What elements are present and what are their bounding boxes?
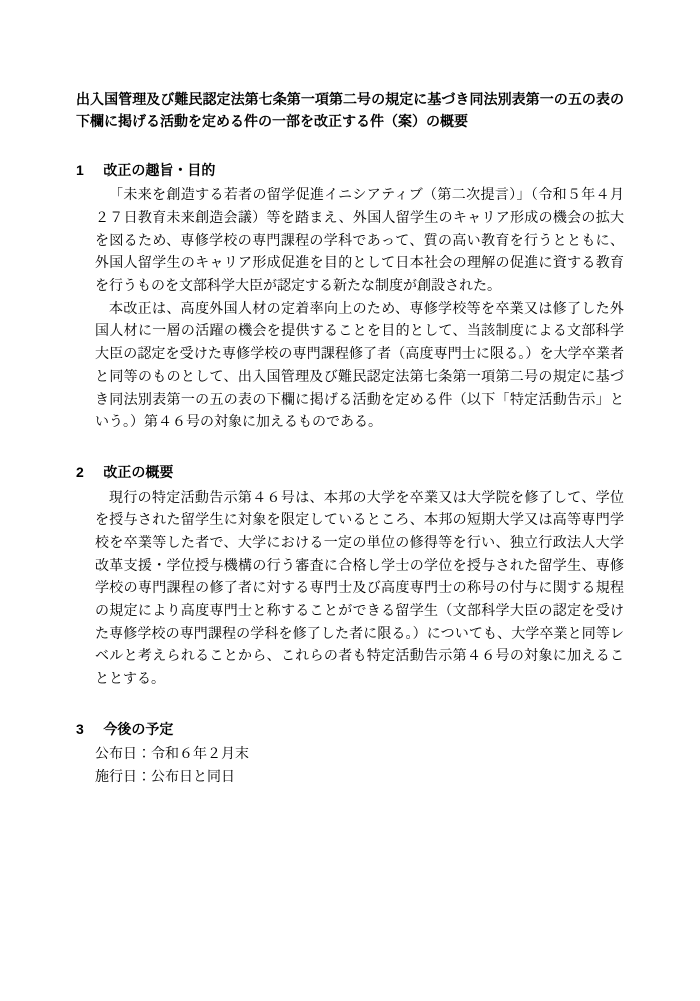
section-number: 2 <box>76 463 84 480</box>
schedule-enforcement-date: 施行日：公布日と同日 <box>95 769 235 785</box>
section-purpose <box>76 159 624 435</box>
section-body <box>95 185 624 434</box>
section-heading <box>76 159 624 182</box>
section-schedule <box>76 718 624 790</box>
section-number: 3 <box>76 720 84 737</box>
document-title: 出入国管理及び難民認定法第七条第一項第二号の規定に基づき同法別表第一の五の表の下欄に掲げる活動を定める件の一部を改正する件（案）の概要 <box>76 91 624 130</box>
paragraph: 現行の特定活動告示第４６号は、本邦の大学を卒業又は大学院を修了して、学位を授与された留学生に対象を限定しているところ、本邦の短期大学又は高等専門学校を卒業等した者で、大学における一定の単位の修得等を行い、独立行政法人大学改革支援・学位授与機構の行う審査に合格し学士の学位を授与された留学生、専修学校の専門課程の修了者に対する専門士及び高度専門士の称号の付与に関する規程の規定により高度専門士と称することができる留学生（文部科学大臣の認定を受けた専修学校の専門課程の学科を修了した者に限る。）についても、大学卒業と同等レベルと考えられることから、これらの者も特定活動告示第４６号の対象に加えることとする。 <box>95 490 624 687</box>
paragraph: 「未来を創造する若者の留学促進イニシアティブ（第二次提言）」（令和５年４月２７日教育未来創造会議）等を踏まえ、外国人留学生のキャリア形成の機会の拡大を図るため、専修学校の専門課程の学科であって、質の高い教育を行うとともに、外国人留学生のキャリア形成促進を目的として日本社会の理解の促進に資する教育を行うものを文部科学大臣が認定する新たな制度が創設された。 <box>95 188 624 295</box>
section-number: 1 <box>76 161 84 178</box>
section-heading-text: 改正の趣旨・目的 <box>103 161 216 178</box>
paragraph: 本改正は、高度外国人材の定着率向上のため、専修学校等を卒業又は修了した外国人材に一層の活躍の機会を提供することを目的として、当該制度による文部科学大臣の認定を受けた専修学校の専門課程修了者（高度専門士に限る。）を大学卒業者と同等のものとして、出入国管理及び難民認定法第七条第一項第二号の規定に基づき同法別表第一の五の表の下欄に掲げる活動を定める件（以下「特定活動告示」という。）第４６号の対象に加えるものである。 <box>95 301 624 431</box>
section-heading-text: 今後の予定 <box>103 720 174 737</box>
schedule-promulgation-date: 公布日：令和６年２月末 <box>95 747 249 763</box>
section-body <box>95 488 624 692</box>
section-heading <box>76 718 624 741</box>
section-heading-text: 改正の概要 <box>103 463 174 480</box>
section-heading <box>76 461 624 484</box>
section-body <box>95 744 624 789</box>
section-overview <box>76 461 624 692</box>
